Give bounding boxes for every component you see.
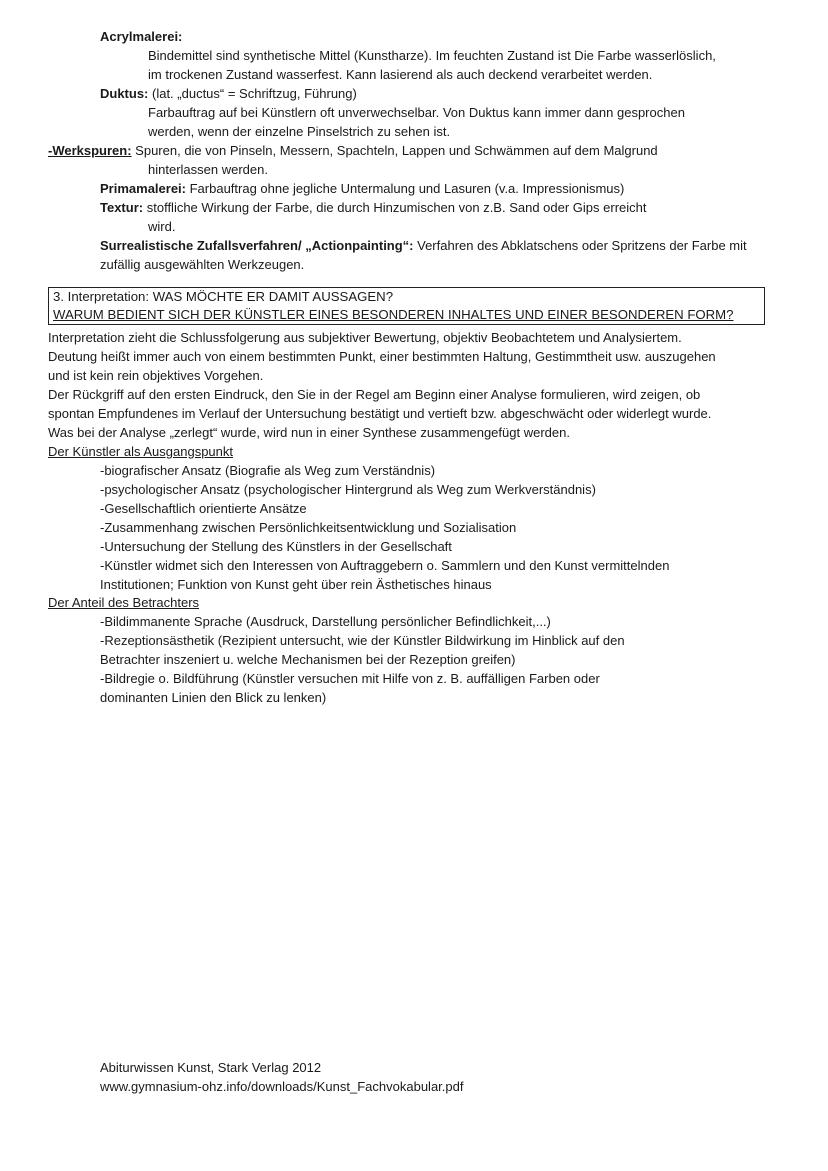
surreal-line xyxy=(100,237,747,256)
footer-url: www.gymnasium-ohz.info/downloads/Kunst_Fachvokabular.pdf xyxy=(100,1079,464,1094)
acryl-def-line1: Bindemittel sind synthetische Mittel (Kunstharze). Im feuchten Zustand ist Die Farbe wasserlöslich, xyxy=(148,48,716,63)
list-item: -biografischer Ansatz (Biografie als Weg zum Verständnis) xyxy=(100,463,436,478)
term-surrealistische-zufallsverfahren: Surrealistische Zufallsverfahren/ „Actionpainting“: xyxy=(100,238,414,253)
surreal-def-line2: zufällig ausgewählten Werkzeugen. xyxy=(100,257,305,272)
footer-source: Abiturwissen Kunst, Stark Verlag 2012 xyxy=(100,1060,322,1075)
primamalerei-def: Farbauftrag ohne jegliche Untermalung und Lasuren (v.a. Impressionismus) xyxy=(186,181,625,196)
list-item: -Gesellschaftlich orientierte Ansätze xyxy=(100,501,307,516)
duktus-line xyxy=(100,85,357,104)
section-heading-box xyxy=(48,287,765,325)
textur-def-line2: wird. xyxy=(148,219,176,234)
term-duktus: Duktus: xyxy=(100,86,149,101)
section-heading-line1: 3. Interpretation: WAS MÖCHTE ER DAMIT AUSSAGEN? xyxy=(53,289,394,304)
interpretation-para-line6: Was bei der Analyse „zerlegt“ wurde, wird nun in einer Synthese zusammengefügt werden. xyxy=(48,425,570,440)
list-item: Institutionen; Funktion von Kunst geht über rein Ästhetisches hinaus xyxy=(100,577,492,592)
werkspuren-line xyxy=(48,142,658,161)
duktus-etymology: (lat. „ductus“ = Schriftzug, Führung) xyxy=(148,86,357,101)
list-item: Betrachter inszeniert u. welche Mechanismen bei der Rezeption greifen) xyxy=(100,652,516,667)
primamalerei-line xyxy=(100,180,624,199)
interpretation-para-line2: Deutung heißt immer auch von einem bestimmten Punkt, einer bestimmten Haltung, Gestimmtheit usw. auszugehen xyxy=(48,349,716,364)
term-acrylmalerei: Acrylmalerei: xyxy=(100,29,183,44)
interpretation-para-line4: Der Rückgriff auf den ersten Eindruck, den Sie in der Regel am Beginn einer Analyse formulieren, wird zeigen, ob xyxy=(48,387,701,402)
interpretation-para-line3: und ist kein rein objektives Vorgehen. xyxy=(48,368,264,383)
interpretation-para-line1: Interpretation zieht die Schlussfolgerung aus subjektiver Bewertung, objektiv Beobachtetem und Analysiertem. xyxy=(48,330,682,345)
section-heading-line2: WARUM BEDIENT SICH DER KÜNSTLER EINES BESONDEREN INHALTES UND EINER BESONDEREN FORM? xyxy=(53,307,734,322)
term-werkspuren: -Werkspuren: xyxy=(48,143,132,158)
duktus-def-line1: Farbauftrag auf bei Künstlern oft unverwechselbar. Von Duktus kann immer dann gesprochen xyxy=(148,105,685,120)
list-item: -Zusammenhang zwischen Persönlichkeitsentwicklung und Sozialisation xyxy=(100,520,517,535)
list-item: -psychologischer Ansatz (psychologischer Hintergrund als Weg zum Werkverständnis) xyxy=(100,482,596,497)
list-item: -Bildimmanente Sprache (Ausdruck, Darstellung persönlicher Befindlichkeit,...) xyxy=(100,614,551,629)
acryl-def-line2: im trockenen Zustand wasserfest. Kann lasierend als auch deckend verarbeitet werden. xyxy=(148,67,653,82)
list-item: -Bildregie o. Bildführung (Künstler versuchen mit Hilfe von z. B. auffälligen Farben oder xyxy=(100,671,600,686)
kuenstler-heading: Der Künstler als Ausgangspunkt xyxy=(48,444,233,459)
werkspuren-def-line2: hinterlassen werden. xyxy=(148,162,268,177)
betrachter-heading: Der Anteil des Betrachters xyxy=(48,595,200,610)
interpretation-para-line5: spontan Empfundenes im Verlauf der Untersuchung bestätigt und vertieft bzw. abgeschwächt oder widerlegt wurde. xyxy=(48,406,712,421)
list-item: dominanten Linien den Blick zu lenken) xyxy=(100,690,327,705)
surreal-def-line1: Verfahren des Abklatschens oder Spritzens der Farbe mit xyxy=(413,238,747,253)
term-textur: Textur: xyxy=(100,200,144,215)
werkspuren-def-line1: Spuren, die von Pinseln, Messern, Spachteln, Lappen und Schwämmen auf dem Malgrund xyxy=(131,143,658,158)
duktus-def-line2: werden, wenn der einzelne Pinselstrich zu sehen ist. xyxy=(148,124,451,139)
term-primamalerei: Primamalerei: xyxy=(100,181,186,196)
list-item: -Rezeptionsästhetik (Rezipient untersucht, wie der Künstler Bildwirkung im Hinblick auf den xyxy=(100,633,625,648)
textur-line xyxy=(100,199,647,218)
list-item: -Künstler widmet sich den Interessen von Auftraggebern o. Sammlern und den Kunst vermittelnden xyxy=(100,558,670,573)
textur-def-line1: stoffliche Wirkung der Farbe, die durch Hinzumischen von z.B. Sand oder Gips erreicht xyxy=(143,200,647,215)
list-item: -Untersuchung der Stellung des Künstlers in der Gesellschaft xyxy=(100,539,452,554)
